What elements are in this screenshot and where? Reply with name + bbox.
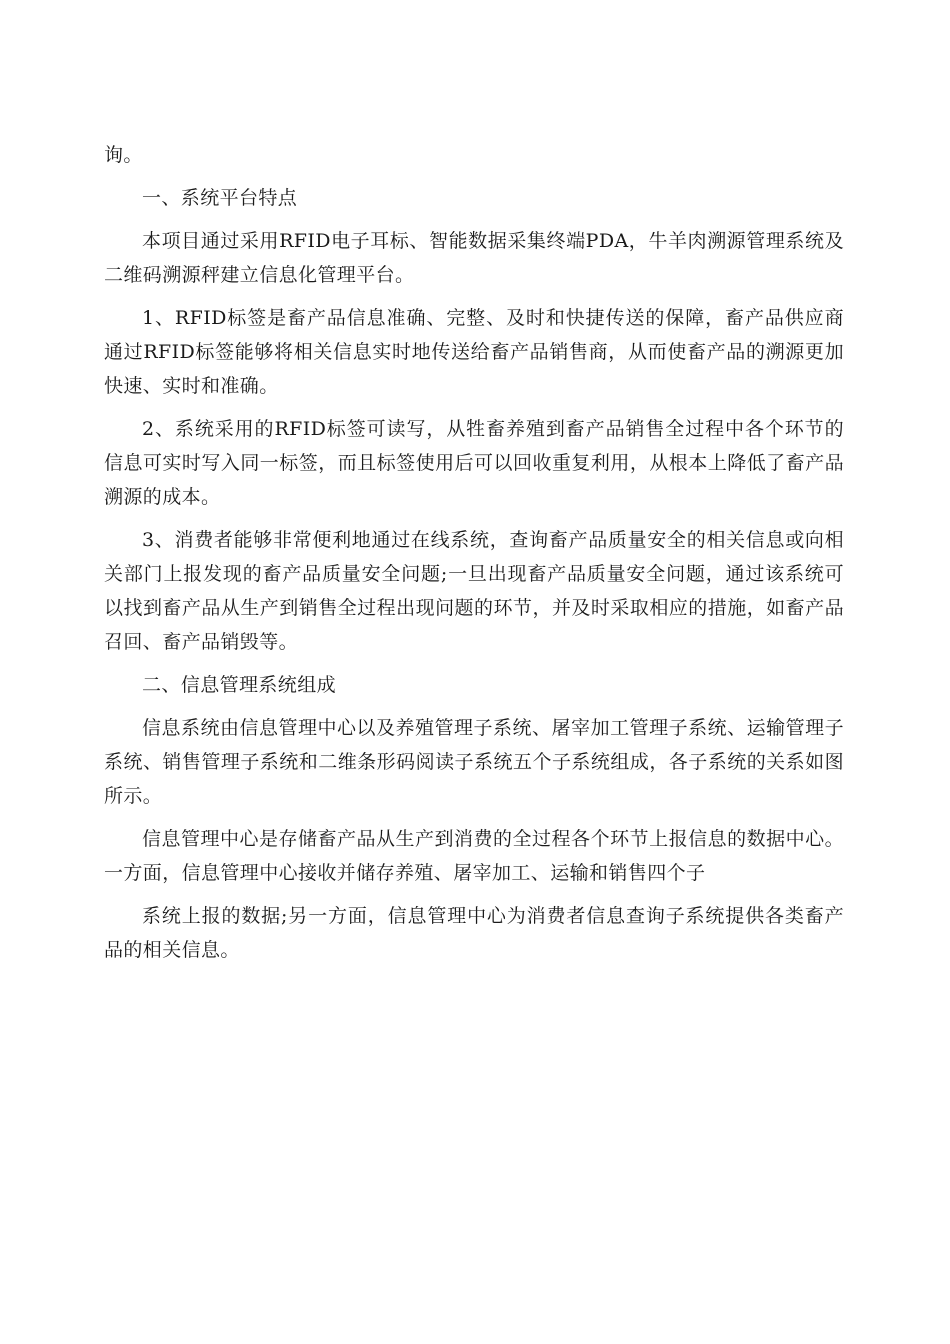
paragraph-continuation: 询。 (104, 144, 143, 166)
paragraph-system-composition: 信息系统由信息管理中心以及养殖管理子系统、屠宰加工管理子系统、运输管理子系统、销售管理子系统和二维条形码阅读子系统五个子系统组成，各子系统的关系如图所示。 (104, 717, 844, 807)
paragraph-info-center: 信息管理中心是存储畜产品从生产到消费的全过程各个环节上报信息的数据中心。一方面，信息管理中心接收并储存养殖、屠宰加工、运输和销售四个子 (104, 828, 844, 884)
section-heading-features: 一、系统平台特点 (142, 187, 298, 209)
paragraph-feature-3: 3、消费者能够非常便利地通过在线系统，查询畜产品质量安全的相关信息或向相关部门上报发现的畜产品质量安全问题;一旦出现畜产品质量安全问题，通过该系统可以找到畜产品从生产到销售全过程出现问题的环节，并及时采取相应的措施，如畜产品召回、畜产品销毁等。 (104, 529, 844, 653)
section-heading-system-composition: 二、信息管理系统组成 (142, 674, 337, 696)
document-body (104, 138, 844, 967)
paragraph-feature-1: 1、RFID标签是畜产品信息准确、完整、及时和快捷传送的保障，畜产品供应商通过RFID标签能够将相关信息实时地传送给畜产品销售商，从而使畜产品的溯源更加快速、实时和准确。 (104, 307, 844, 397)
paragraph-info-center-continued: 系统上报的数据;另一方面，信息管理中心为消费者信息查询子系统提供各类畜产品的相关信息。 (104, 905, 844, 961)
paragraph-intro: 本项目通过采用RFID电子耳标、智能数据采集终端PDA，牛羊肉溯源管理系统及二维码溯源秤建立信息化管理平台。 (104, 230, 844, 286)
paragraph-feature-2: 2、系统采用的RFID标签可读写，从牲畜养殖到畜产品销售全过程中各个环节的信息可实时写入同一标签，而且标签使用后可以回收重复利用，从根本上降低了畜产品溯源的成本。 (104, 418, 844, 508)
